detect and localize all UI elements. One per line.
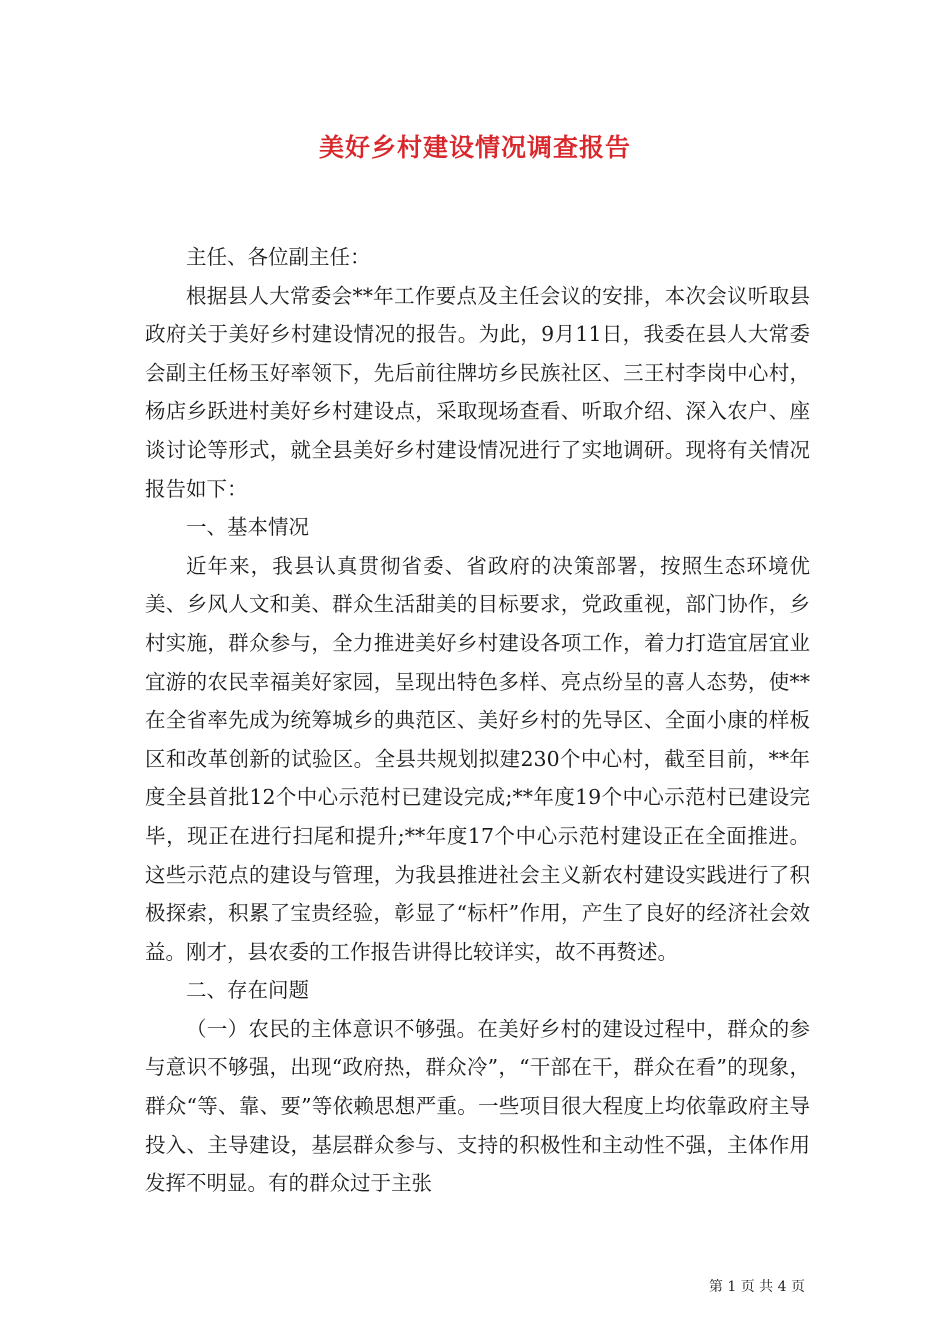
document-title: 美好乡村建设情况调查报告 [318, 133, 631, 162]
page-number-footer: 第 1 页 共 4 页 [708, 1279, 805, 1295]
paragraph-intro: 根据县人大常委会**年工作要点及主任会议的安排，本次会议听取县政府关于美好乡村建设情况的报告。为此，9月11日，我委在县人大常委会副主任杨玉好率领下，先后前往牌坊乡民族社区、三王村李岗中心村，杨店乡跃进村美好乡村建设点，采取现场查看、听取介绍、深入农户、座谈讨论等形式，就全县美好乡村建设情况进行了实地调研。现将有关情况报告如下： [145, 283, 810, 501]
paragraph-basic-situation: 近年来，我县认真贯彻省委、省政府的决策部署，按照生态环境优美、乡风人文和美、群众生活甜美的目标要求，党政重视，部门协作，乡村实施，群众参与，全力推进美好乡村建设各项工作，着力打造宜居宜业宜游的农民幸福美好家园，呈现出特色多样、亮点纷呈的喜人态势，使**在全省率先成为统筹城乡的典范区、美好乡村的先导区、全面小康的样板区和改革创新的试验区。全县共规划拟建230个中心村，截至目前，**年度全县首批12个中心示范村已建设完成;**年度19个中心示范村已建设完毕，现正在进行扫尾和提升;**年度17个中心示范村建设正在全面推进。这些示范点的建设与管理，为我县推进社会主义新农村建设实践进行了积极探索，积累了宝贵经验，彰显了“标杆”作用，产生了良好的经济社会效益。刚才，县农委的工作报告讲得比较详实，故不再赘述。 [145, 553, 810, 964]
paragraph-problem-one: （一）农民的主体意识不够强。在美好乡村的建设过程中，群众的参与意识不够强，出现“政府热，群众冷”，“干部在干，群众在看”的现象，群众“等、靠、要”等依赖思想严重。一些项目很大程度上均依靠政府主导投入、主导建设，基层群众参与、支持的积极性和主动性不强，主体作用发挥不明显。有的群众过于主张 [145, 1016, 810, 1196]
section-heading-problems: 二、存在问题 [186, 978, 309, 1003]
salutation: 主任、各位副主任： [186, 245, 371, 269]
document-body [145, 238, 810, 1203]
section-heading-basic-situation: 一、基本情况 [186, 515, 309, 540]
